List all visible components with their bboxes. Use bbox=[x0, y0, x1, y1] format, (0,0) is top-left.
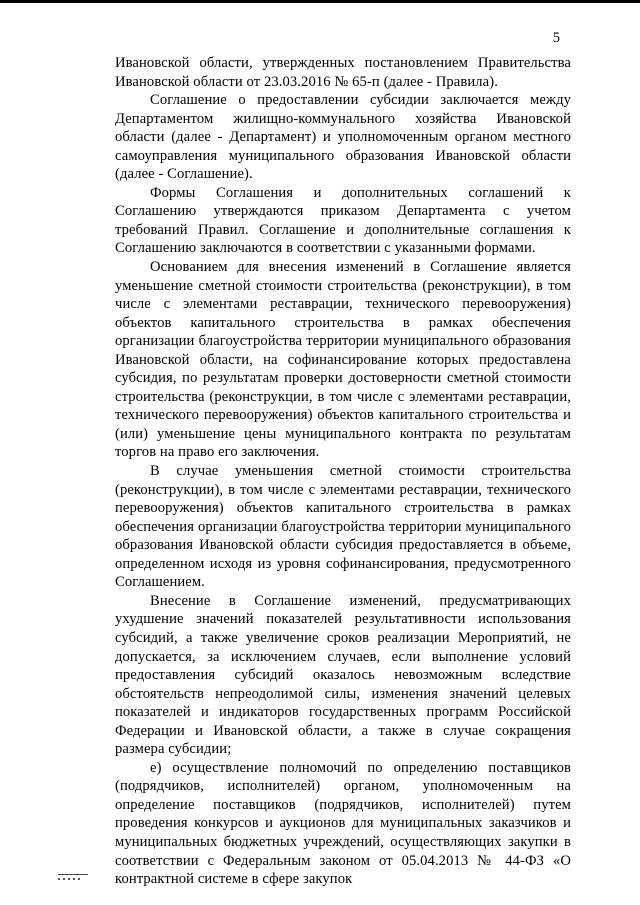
paragraph: Ивановской области, утвержденных постановлением Правительства Ивановской области от 23.03.2016 № 65-п (далее - Правила). bbox=[115, 55, 571, 90]
page-number: 5 bbox=[552, 30, 560, 46]
text-block bbox=[115, 54, 571, 889]
paragraph: е) осуществление полномочий по определению поставщиков (подрядчиков, исполнителей) органом, уполномоченным на определение поставщиков (подрядчиков, исполнителей) путем проведения конкурсов и аукционов для муниципальных заказчиков и муниципальных бюджетных учреждений, осуществляющих закупки в соответствии с Федеральным законом от 05.04.2013 № 44-ФЗ «О контрактной системе в сфере закупок bbox=[115, 759, 571, 888]
scan-artifact-marks bbox=[58, 874, 88, 880]
paragraph: В случае уменьшения сметной стоимости строительства (реконструкции), в том числе с элементами реставрации, технического перевооружения) объектов капитального строительства в рамках обеспечения организации благоустройства территории муниципального образования Ивановской области субсидия предоставляется в объеме, определенном исходя из уровня софинансирования, предусмотренного Соглашением. bbox=[115, 463, 571, 591]
paragraph: Внесение в Соглашение изменений, предусматривающих ухудшение значений показателей результативности использования субсидий, а также увеличение сроков реализации Мероприятий, не допускается, за исключением случаев, если выполнение условий предоставления субсидий оказалось невозможным вследствие обстоятельств непреодолимой силы, изменения значений целевых показателей и индикаторов государственных программ Российской Федерации и Ивановской области, а также в случае сокращения размера субсидии; bbox=[115, 592, 571, 758]
scan-edge-line bbox=[0, 0, 640, 3]
paragraph: Соглашение о предоставлении субсидии заключается между Департаментом жилищно-коммунального хозяйства Ивановской области (далее - Департамент) и уполномоченным органом местного самоуправления муниципального образования Ивановской области (далее - Соглашение). bbox=[115, 92, 571, 183]
scan-artifact-line bbox=[58, 874, 88, 875]
paragraph: Основанием для внесения изменений в Соглашение является уменьшение сметной стоимости строительства (реконструкции), в том числе с элементами реставрации, технического перевооружения) объектов капитального строительства в рамках обеспечения организации благоустройства территории муниципального образования Ивановской области, на софинансирование которых предоставлена субсидия, по результатам проверки достоверности сметной стоимости строительства (реконструкции, в том числе с элементами реставрации, технического перевооружения) объектов капитального строительства и (или) уменьшение цены муниципального контракта по результатам торгов на право его заключения. bbox=[115, 259, 571, 461]
scan-artifact-dots bbox=[58, 878, 80, 880]
paragraph: Формы Соглашения и дополнительных соглашений к Соглашению утверждаются приказом Департамента с учетом требований Правил. Соглашение и дополнительные соглашения к Соглашению заключаются в соответствии с указанными формами. bbox=[115, 184, 571, 257]
